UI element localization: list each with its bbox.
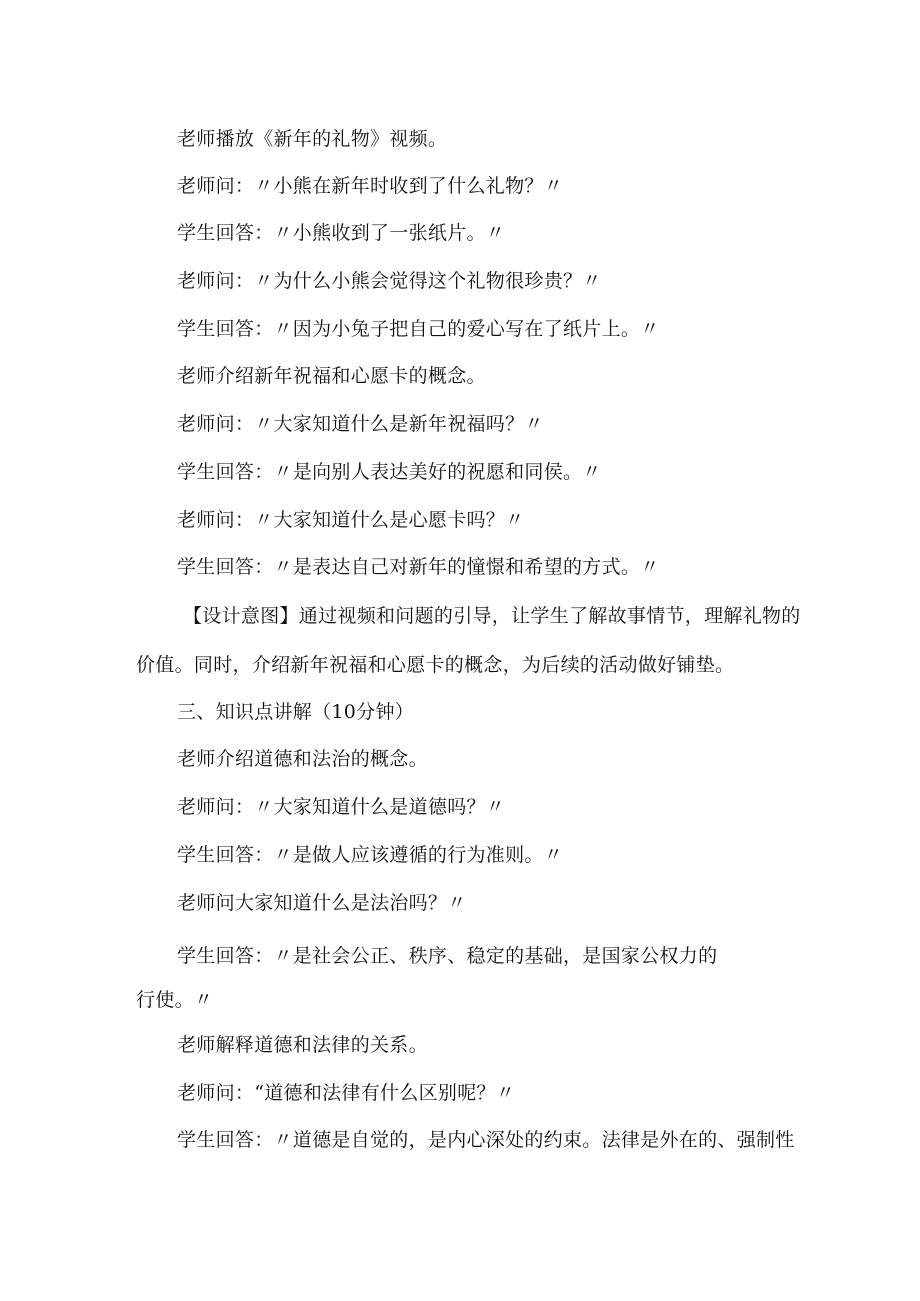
- student-answer: 学生回答：〃是表达自己对新年的憧憬和希望的方式。〃: [177, 556, 660, 578]
- student-answer: 学生回答：〃道德是自觉的，是内心深处的约束。法律是外在的、强制性: [177, 1129, 795, 1151]
- student-answer-continuation: 行使。〃: [136, 989, 214, 1011]
- student-answer: 学生回答：〃因为小兔子把自己的爱心写在了纸片上。〃: [177, 318, 660, 340]
- paragraph-video: 老师播放《新年的礼物》视频。: [177, 128, 448, 150]
- teacher-question: 老师问：“道德和法律有什么区别呢？〃: [177, 1082, 516, 1104]
- teacher-question: 老师问：〃大家知道什么是心愿卡吗？〃: [177, 509, 525, 531]
- teacher-question: 老师问：〃大家知道什么是道德吗？〃: [177, 796, 506, 818]
- section-heading: 三、知识点讲解（10分钟）: [177, 701, 415, 723]
- teacher-question: 老师问大家知道什么是法治吗？〃: [177, 892, 467, 914]
- teacher-question: 老师问：〃为什么小熊会觉得这个礼物很珍贵？〃: [177, 270, 602, 292]
- teacher-question: 老师问：〃大家知道什么是新年祝福吗？〃: [177, 413, 544, 435]
- paragraph-concept: 老师介绍道德和法治的概念。: [177, 748, 428, 770]
- paragraph-relationship: 老师解释道德和法律的关系。: [177, 1034, 428, 1056]
- student-answer: 学生回答：〃是向别人表达美好的祝愿和同侯。〃: [177, 461, 602, 483]
- student-answer: 学生回答：〃是做人应该遵循的行为准则。〃: [177, 844, 564, 866]
- student-answer: 学生回答：〃小熊收到了一张纸片。〃: [177, 222, 506, 244]
- design-intent-paragraph: 【设计意图】通过视频和问题的引导，让学生了解故事情节，理解礼物的: [183, 605, 801, 627]
- student-answer: 学生回答：〃是社会公正、秩序、稳定的基础，是国家公权力的: [177, 945, 718, 967]
- design-intent-continuation: 价值。同时，介绍新年祝福和心愿卡的概念，为后续的活动做好铺垫。: [136, 654, 735, 676]
- paragraph-concept: 老师介绍新年祝福和心愿卡的概念。: [177, 365, 486, 387]
- teacher-question: 老师问：〃小熊在新年时收到了什么礼物？〃: [177, 175, 564, 197]
